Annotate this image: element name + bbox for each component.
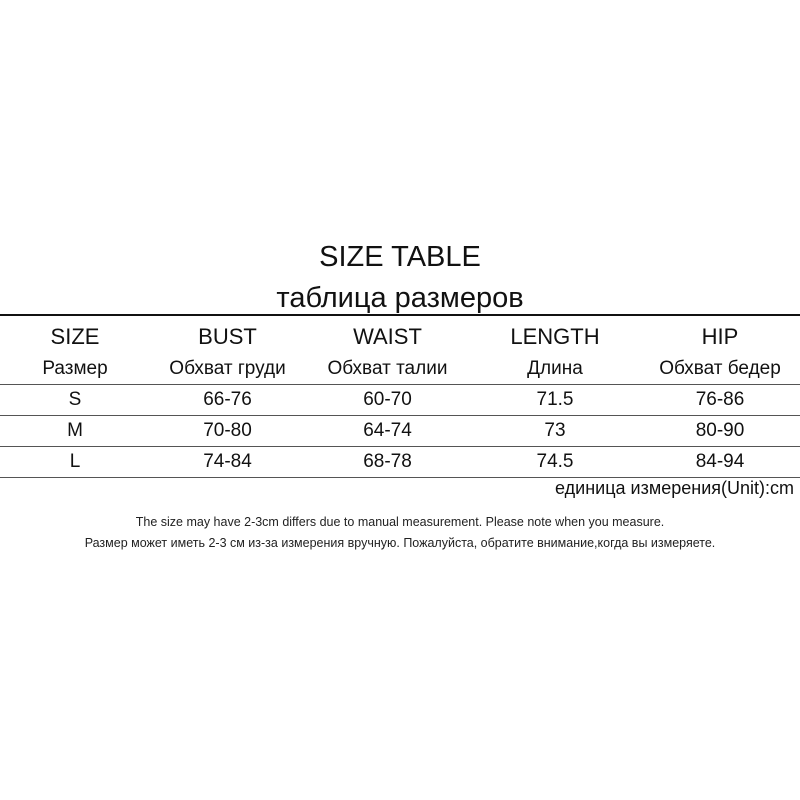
cell-bust: 66-76 xyxy=(150,385,305,416)
header-length: LENGTH xyxy=(470,315,640,354)
table-row xyxy=(0,447,800,478)
header-waist: WAIST xyxy=(305,315,470,354)
size-table xyxy=(0,314,800,478)
cell-waist: 64-74 xyxy=(305,416,470,447)
header-row-russian xyxy=(0,354,800,385)
table-row xyxy=(0,416,800,447)
cell-size: M xyxy=(0,416,150,447)
header-hip-ru: Обхват бедер xyxy=(659,358,781,379)
cell-hip: 84-94 xyxy=(640,447,800,478)
cell-bust: 74-84 xyxy=(150,447,305,478)
cell-bust: 70-80 xyxy=(150,416,305,447)
header-bust-ru: Обхват груди xyxy=(169,358,286,379)
cell-length: 73 xyxy=(470,416,640,447)
measurement-note-english: The size may have 2-3cm differs due to manual measurement. Please note when you measure. xyxy=(135,515,665,529)
cell-hip: 76-86 xyxy=(640,385,800,416)
header-waist-ru: Обхват талии xyxy=(327,358,448,379)
header-length-ru: Длина xyxy=(527,358,583,379)
cell-waist: 60-70 xyxy=(305,385,470,416)
cell-size: L xyxy=(0,447,150,478)
unit-note: единица измерения(Unit):cm xyxy=(555,478,794,498)
header-row-english xyxy=(0,315,800,354)
header-bust: BUST xyxy=(150,315,305,354)
cell-length: 74.5 xyxy=(470,447,640,478)
header-size-ru: Размер xyxy=(42,358,108,379)
cell-size: S xyxy=(0,385,150,416)
title-english: SIZE TABLE xyxy=(319,241,481,273)
header-size: SIZE xyxy=(0,315,150,354)
cell-length: 71.5 xyxy=(470,385,640,416)
cell-waist: 68-78 xyxy=(305,447,470,478)
header-hip: HIP xyxy=(640,315,800,354)
table-row xyxy=(0,385,800,416)
title-russian: таблица размеров xyxy=(276,282,524,314)
cell-hip: 80-90 xyxy=(640,416,800,447)
measurement-note-russian: Размер может иметь 2-3 см из-за измерения вручную. Пожалуйста, обратите внимание,когда вы измеряете. xyxy=(84,536,716,550)
